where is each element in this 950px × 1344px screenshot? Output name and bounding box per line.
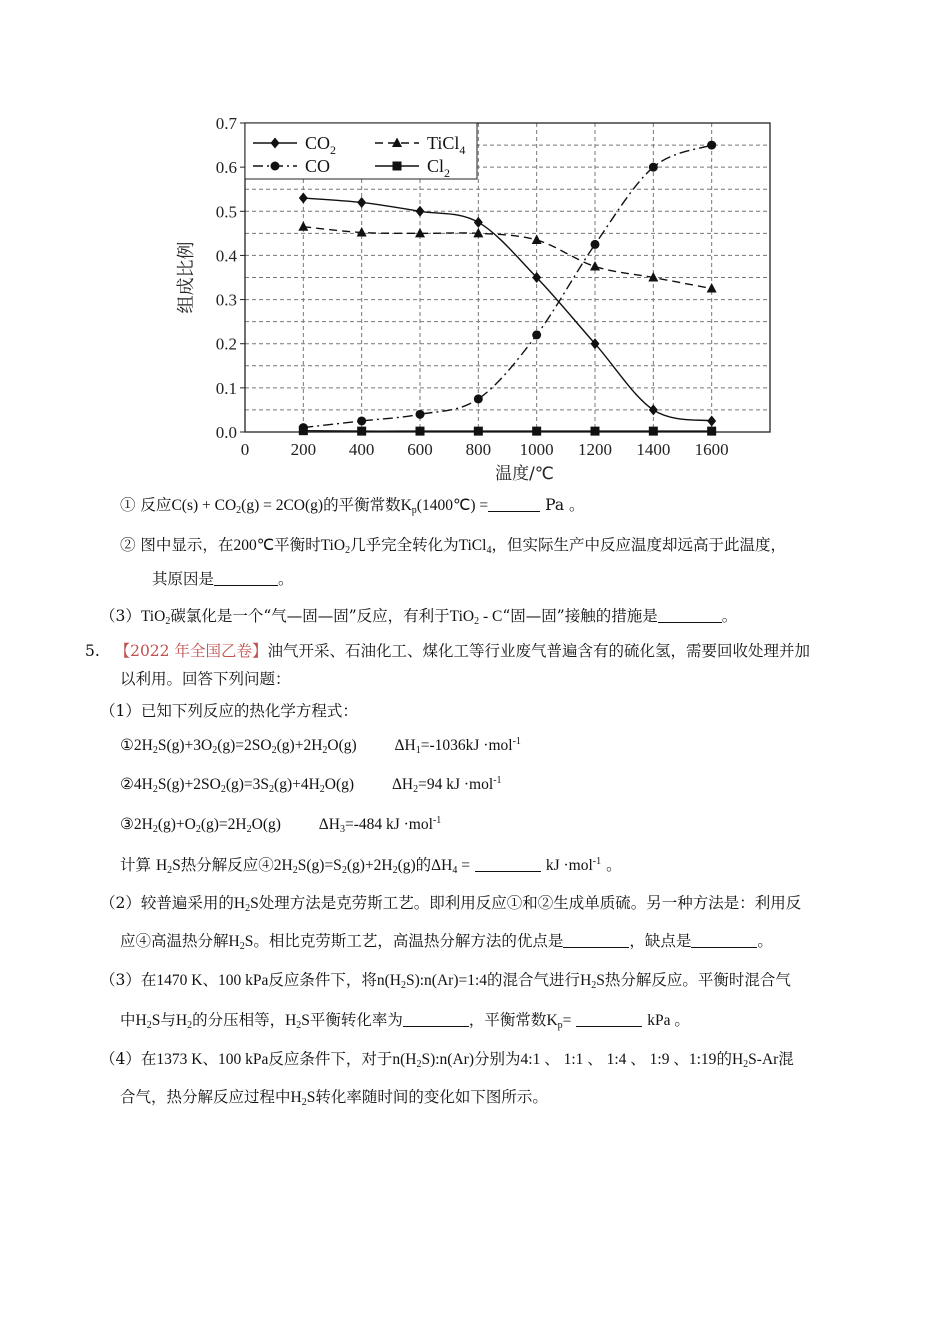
data-point xyxy=(299,426,308,435)
data-point xyxy=(357,427,366,436)
y-tick-label: 0.1 xyxy=(215,378,237,398)
answer-blank[interactable] xyxy=(488,496,540,513)
p5q1-head: （1）已知下列反应的热化学方程式： xyxy=(100,702,358,720)
p5q3-line-2: 中$H_2S$与$H_2$的分压相等，$H_2S$平衡转化率为 ，平衡常数$K_p=$ kPa 。 xyxy=(120,1011,690,1031)
data-point xyxy=(707,141,716,150)
legend-label: $Cl_2$ xyxy=(427,156,451,180)
data-point xyxy=(649,427,658,436)
data-point xyxy=(649,404,658,415)
chart-legend xyxy=(245,123,477,180)
rxn-text: C(s) + CO xyxy=(171,497,237,514)
answer-blank[interactable] xyxy=(563,932,629,949)
x-tick-label: 1200 xyxy=(578,440,612,459)
y-tick-label: 0.5 xyxy=(215,202,237,222)
data-point xyxy=(649,163,658,172)
q1-text: ① 反应 xyxy=(120,496,172,514)
problem5-line-2: 以利用。回答下列问题： xyxy=(120,670,291,688)
chart-series xyxy=(298,141,716,436)
p5q3-line: （3）在1470 K、100 kPa反应条件下，将$n(H_2S):n(Ar)=1:4$的混合气进行$H_2S$热分解反应。平衡时混合气 xyxy=(100,971,791,991)
answer-blank[interactable] xyxy=(403,1011,469,1028)
series-line-co xyxy=(303,145,711,428)
y-axis-label: 组成比例 xyxy=(176,241,197,314)
answer-blank[interactable] xyxy=(475,856,541,873)
data-point xyxy=(271,162,280,171)
y-tick-label: 0.7 xyxy=(215,114,237,133)
equation-3: $③2H_2(g)+O_2(g)=2H_2O(g)$ $\Delta H_3=-484$ kJ ·mol$^{-1}$ xyxy=(120,815,442,835)
q2-line-2: 其原因是 。 xyxy=(152,570,294,588)
p5q4-line: （4）在1373 K、100 kPa反应条件下，对于$n(H_2S):n(Ar)$分别为4:1 、 1:1 、 1:4 、 1:9 、1:19的$H_2S-Ar$混 xyxy=(100,1050,794,1070)
legend-label: CO xyxy=(305,156,331,176)
equation-1: $①2H_2S(g)+3O_2(g)=2SO_2(g)+2H_2O(g)$ $\Delta H_1=-1036kJ \cdot mol^{-1}$ xyxy=(120,736,521,756)
x-tick-label: 200 xyxy=(290,440,317,459)
data-point xyxy=(357,197,366,208)
x-tick-label: 1400 xyxy=(636,440,671,459)
answer-blank[interactable] xyxy=(658,607,722,624)
data-point xyxy=(591,240,600,249)
answer-blank[interactable] xyxy=(576,1011,642,1028)
q1-line: ① 反应$C(s) + CO_2(g) = 2CO(g)$的平衡常数$K_p(1400℃) = Pa$ 。 xyxy=(120,496,585,516)
q2-line: ② 图中显示，在200℃平衡时TiO$_2$几乎完全转化为TiCl$_4$，但实际生产中反应温度却远高于此温度， xyxy=(120,536,786,556)
x-tick-label: 800 xyxy=(465,440,492,459)
source-tag: 【2022 年全国乙卷】 xyxy=(114,642,268,660)
data-point xyxy=(474,217,483,228)
data-point xyxy=(532,234,542,244)
problem5-line: 5. 【2022 年全国乙卷】油气开采、石油化工、煤化工等行业废气普遍含有的硫化氢，需要回收处理并加 xyxy=(85,642,810,660)
data-point xyxy=(590,261,600,271)
equation-2: $②4H_2S(g)+2SO_2(g)=3S_2(g)+4H_2O(g)$ $\Delta H_2=94$ kJ ·mol$^{-1}$ xyxy=(120,775,502,795)
legend-label: $CO_2$ xyxy=(305,133,337,157)
y-tick-label: 0.6 xyxy=(215,158,237,178)
y-tick-label: 0.2 xyxy=(215,334,237,354)
y-tick-label: 0.4 xyxy=(215,246,237,266)
x-axis-label: 温度/℃ xyxy=(495,464,554,484)
data-point xyxy=(474,394,483,403)
p5q2-line-2: 应④高温热分解$H_2S$。相比克劳斯工艺，高温热分解方法的优点是 ，缺点是 。 xyxy=(120,932,773,952)
data-point xyxy=(416,206,425,217)
p5q4-line-2: 合气，热分解反应过程中$H_2S$转化率随时间的变化如下图所示。 xyxy=(120,1088,548,1108)
legend-label: TiCl$_4$ xyxy=(427,133,466,157)
x-tick-label: 1600 xyxy=(694,440,729,459)
data-point xyxy=(416,427,425,436)
data-point xyxy=(474,427,483,436)
x-tick-label: 400 xyxy=(348,440,375,459)
data-point xyxy=(393,162,402,171)
x-tick-label: 0 xyxy=(240,440,250,459)
answer-blank[interactable] xyxy=(214,570,278,587)
q3-line: （3）TiO$_2$碳氯化是一个“气—固—固”反应，有利于TiO$_2$ - C“固—固”接触的措施是 。 xyxy=(100,607,738,627)
data-point xyxy=(299,193,308,204)
x-tick-label: 600 xyxy=(407,440,433,459)
data-point xyxy=(707,283,717,293)
composition-chart xyxy=(160,105,790,485)
p5q2-line: （2）较普遍采用的$H_2S$处理方法是克劳斯工艺。即利用反应①和②生成单质硫。另一种方法是：利用反 xyxy=(100,894,802,914)
calc-line: 计算 $H_2S$热分解反应$④2H_2S(g)=S_2(g)+2H_2(g)$的$\Delta H_4$ = kJ ·mol$^{-1}$ 。 xyxy=(120,856,622,876)
x-tick-label: 1000 xyxy=(519,440,554,459)
y-tick-label: 0.3 xyxy=(215,290,237,310)
data-point xyxy=(591,427,600,436)
data-point xyxy=(532,330,541,339)
data-point xyxy=(298,221,308,231)
data-point xyxy=(532,427,541,436)
data-point xyxy=(357,416,366,425)
y-tick-label: 0.0 xyxy=(215,423,237,442)
answer-blank[interactable] xyxy=(691,932,757,949)
data-point xyxy=(707,415,716,426)
data-point xyxy=(416,410,425,419)
data-point xyxy=(707,427,716,436)
data-point xyxy=(415,228,425,238)
